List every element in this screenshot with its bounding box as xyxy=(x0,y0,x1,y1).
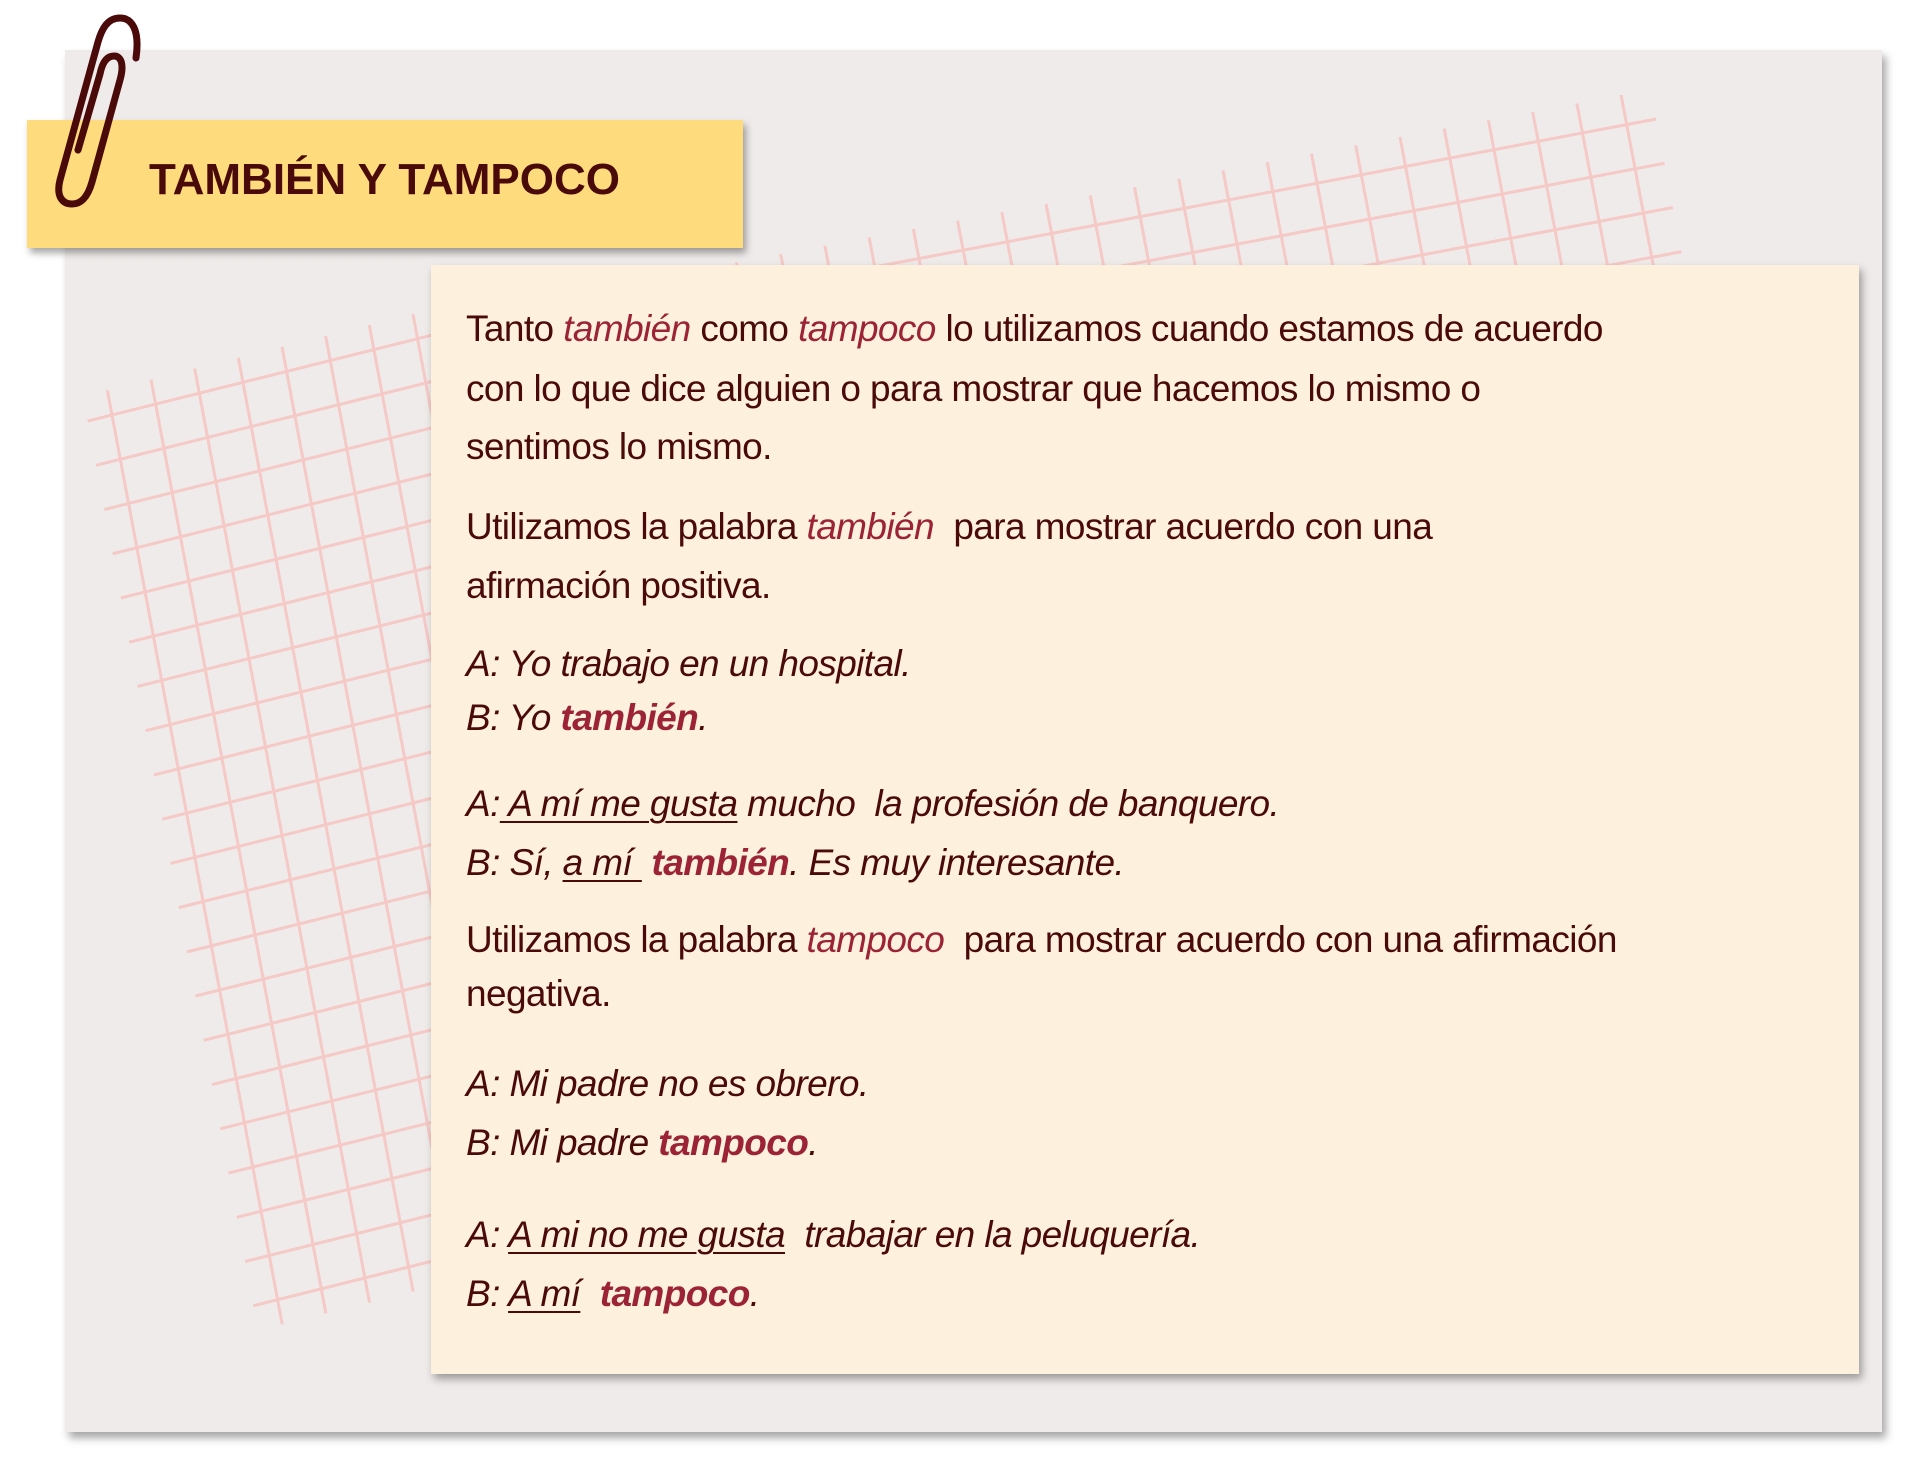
text: . xyxy=(749,1273,760,1314)
intro-line-1 xyxy=(466,300,1603,358)
keyword-tampoco: tampoco xyxy=(798,308,936,349)
tambien-rule-line-1 xyxy=(466,498,1432,556)
text: . xyxy=(698,697,708,738)
paperclip-icon xyxy=(40,10,170,210)
text: lo utilizamos cuando estamos de acuerdo xyxy=(935,308,1603,349)
text: . xyxy=(808,1122,818,1163)
text: A: xyxy=(466,1214,509,1255)
example-4-a xyxy=(466,1206,1200,1264)
keyword-tampoco: tampoco xyxy=(580,1273,750,1314)
text: B: Yo xyxy=(466,697,561,738)
tambien-rule-line-2: afirmación positiva. xyxy=(466,565,771,606)
example-3-a: A: Mi padre no es obrero. xyxy=(466,1063,869,1104)
text: Tanto xyxy=(466,308,564,349)
text: Utilizamos la palabra xyxy=(466,919,807,960)
intro-line-2: con lo que dice alguien o para mostrar que hacemos lo mismo o xyxy=(466,368,1481,409)
text: mucho la profesión de banquero. xyxy=(737,783,1280,824)
grid-line xyxy=(195,369,370,1303)
keyword-tambien: también xyxy=(641,842,790,883)
text: B: xyxy=(466,1273,509,1314)
keyword-tampoco: tampoco xyxy=(658,1122,809,1163)
example-1-a: A: Yo trabajo en un hospital. xyxy=(466,643,911,684)
text: como xyxy=(690,308,799,349)
text: . Es muy interesante. xyxy=(789,842,1125,883)
example-4-b xyxy=(466,1265,759,1323)
text: A: xyxy=(466,783,500,824)
text: para mostrar acuerdo con una afirmación xyxy=(944,919,1617,960)
example-1-b xyxy=(466,689,708,747)
underlined-text: A mi no me gusta xyxy=(508,1214,786,1255)
intro-line-3: sentimos lo mismo. xyxy=(466,426,772,467)
keyword-tampoco: tampoco xyxy=(806,919,945,960)
keyword-tambien: también xyxy=(560,697,699,738)
text: B: Sí, xyxy=(466,842,563,883)
text: Utilizamos la palabra xyxy=(466,506,807,547)
grid-line xyxy=(151,380,326,1314)
page-title: TAMBIÉN Y TAMPOCO xyxy=(149,155,620,204)
example-2-a xyxy=(466,775,1279,833)
example-3-b xyxy=(466,1114,818,1172)
grid-line xyxy=(107,390,282,1324)
example-2-b xyxy=(466,834,1124,892)
tampoco-rule-line-2: negativa. xyxy=(466,973,611,1014)
underlined-text: A mí me gusta xyxy=(499,783,738,824)
underlined-text: A mí xyxy=(508,1273,581,1314)
underlined-text: a mí xyxy=(562,842,642,883)
grid-line xyxy=(238,358,413,1292)
tampoco-rule-line-1 xyxy=(466,911,1617,969)
text: trabajar en la peluquería. xyxy=(785,1214,1201,1255)
keyword-tambien: también xyxy=(806,506,934,547)
text: B: Mi padre xyxy=(466,1122,659,1163)
text: para mostrar acuerdo con una xyxy=(933,506,1433,547)
keyword-tambien: también xyxy=(563,308,691,349)
